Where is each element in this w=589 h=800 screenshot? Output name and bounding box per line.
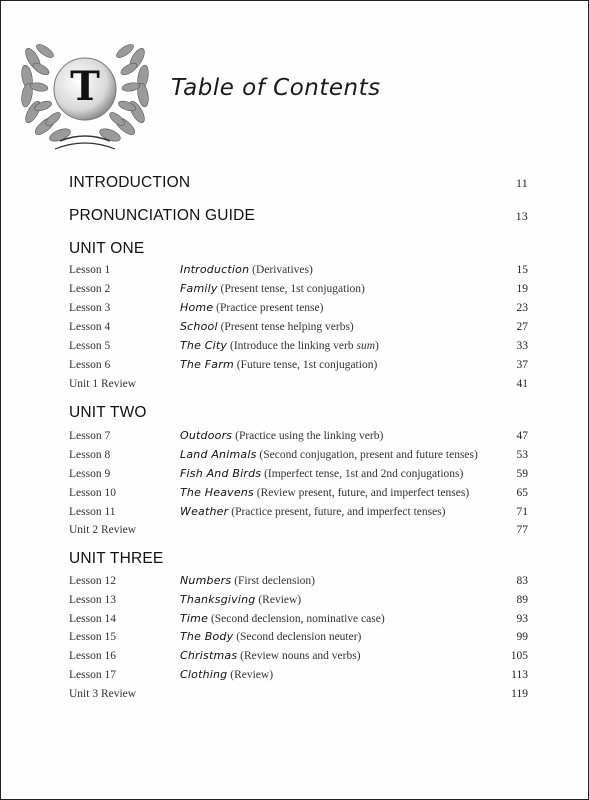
lesson-description: (Review) (255, 594, 302, 606)
lesson-topic: Outdoors (180, 429, 233, 442)
lesson-description: (Practice present, future, and imperfect tenses) (228, 506, 446, 518)
page-number: 33 (516, 340, 528, 352)
lesson-label: Lesson 10 (69, 487, 116, 499)
lesson-topic: Introduction (180, 263, 250, 276)
laurel-emblem (15, 29, 155, 159)
page-number: 105 (510, 650, 528, 662)
lesson-topic: Time (180, 612, 209, 625)
toc-row (69, 377, 528, 395)
lesson-topic: Weather (180, 505, 229, 518)
toc-row (69, 668, 528, 686)
lesson-topic: Numbers (180, 574, 232, 587)
toc-row (69, 301, 528, 319)
section-title: UNIT THREE (69, 550, 164, 567)
lesson-topic: The Body (180, 630, 234, 643)
section-unit-three (69, 550, 528, 568)
lesson-label: Lesson 2 (69, 283, 111, 295)
page-number: 19 (516, 283, 528, 295)
lesson-topic: The Farm (180, 358, 234, 371)
toc-row (69, 593, 528, 611)
page-number: 37 (516, 359, 528, 371)
lesson-topic: Land Animals (180, 448, 257, 461)
section-title: UNIT TWO (69, 404, 147, 421)
page-number: 11 (516, 176, 528, 190)
toc-row (69, 649, 528, 667)
lesson-label: Lesson 17 (69, 669, 116, 681)
page-number: 71 (516, 506, 528, 518)
lesson-description: (Second conjugation, present and future tenses) (256, 449, 478, 461)
page-title: Table of Contents (171, 75, 381, 101)
lesson-topic: The Heavens (180, 486, 254, 499)
lesson-topic: Family (180, 282, 218, 295)
lesson-description-emphasis: sum (356, 340, 375, 352)
page-number: 119 (511, 688, 528, 700)
toc-row (69, 467, 528, 485)
lesson-description: (Review present, future, and imperfect tenses) (253, 487, 470, 499)
page-number: 23 (516, 302, 528, 314)
emblem-letter: T (70, 63, 100, 110)
section-title: UNIT ONE (69, 240, 145, 257)
toc-row (69, 358, 528, 376)
toc-row (69, 486, 528, 504)
page-number: 77 (516, 524, 528, 536)
toc-row (69, 505, 528, 523)
lesson-description: (Second declension neuter) (233, 631, 362, 643)
toc-row (69, 612, 528, 630)
lesson-topic: Fish And Birds (180, 467, 262, 480)
lesson-description: (Present tense helping verbs) (217, 321, 354, 333)
page-number: 41 (516, 378, 528, 390)
lesson-label: Lesson 4 (69, 321, 111, 333)
lesson-topic: The City (180, 339, 228, 352)
lesson-description: (Introduce the linking verb (227, 340, 357, 352)
page-number: 15 (516, 264, 528, 276)
page-number: 113 (511, 669, 528, 681)
review-label: Unit 2 Review (69, 524, 137, 536)
lesson-description: (First declension) (231, 575, 316, 587)
page-number: 47 (516, 430, 528, 442)
page-number: 59 (516, 468, 528, 480)
toc-row (69, 282, 528, 300)
lesson-label: Lesson 1 (69, 264, 111, 276)
toc-row (69, 339, 528, 357)
lesson-description: (Review) (227, 669, 274, 681)
lesson-topic: Home (180, 301, 214, 314)
lesson-description: (Present tense, 1st conjugation) (217, 283, 365, 295)
lesson-description: (Second declension, nominative case) (208, 613, 385, 625)
lesson-label: Lesson 5 (69, 340, 111, 352)
lesson-topic: Clothing (180, 668, 228, 681)
page-number: 89 (516, 594, 528, 606)
lesson-label: Lesson 6 (69, 359, 111, 371)
lesson-description-end: ) (375, 340, 379, 352)
lesson-label: Lesson 16 (69, 650, 116, 662)
lesson-label: Lesson 12 (69, 575, 116, 587)
page-number: 53 (516, 449, 528, 461)
lesson-description: (Practice using the linking verb) (232, 430, 384, 442)
review-label: Unit 1 Review (69, 378, 137, 390)
page-number: 99 (516, 631, 528, 643)
section-introduction (69, 174, 528, 192)
toc-row (69, 448, 528, 466)
lesson-topic: School (180, 320, 218, 333)
lesson-description: (Imperfect tense, 1st and 2nd conjugations) (261, 468, 464, 480)
lesson-label: Lesson 11 (69, 506, 116, 518)
lesson-description: (Future tense, 1st conjugation) (233, 359, 378, 371)
lesson-description: (Derivatives) (249, 264, 313, 276)
review-label: Unit 3 Review (69, 688, 137, 700)
lesson-description: (Practice present tense) (213, 302, 324, 314)
section-pronunciation-guide (69, 207, 528, 225)
section-title: PRONUNCIATION GUIDE (69, 207, 256, 224)
lesson-label: Lesson 8 (69, 449, 111, 461)
toc-row (69, 630, 528, 648)
toc-row (69, 687, 528, 705)
toc-row (69, 523, 528, 541)
page-number: 27 (516, 321, 528, 333)
toc-row (69, 429, 528, 447)
lesson-label: Lesson 3 (69, 302, 111, 314)
lesson-label: Lesson 14 (69, 613, 116, 625)
lesson-label: Lesson 9 (69, 468, 111, 480)
toc-row (69, 263, 528, 281)
lesson-topic: Christmas (180, 649, 238, 662)
section-unit-two (69, 404, 528, 422)
lesson-label: Lesson 13 (69, 594, 116, 606)
section-title: INTRODUCTION (69, 174, 191, 191)
lesson-description: (Review nouns and verbs) (237, 650, 361, 662)
lesson-label: Lesson 7 (69, 430, 111, 442)
toc-row (69, 320, 528, 338)
lesson-topic: Thanksgiving (180, 593, 256, 606)
section-unit-one (69, 240, 528, 258)
page-number: 93 (516, 613, 528, 625)
page-number: 83 (516, 575, 528, 587)
page-number: 13 (515, 209, 528, 223)
toc-row (69, 574, 528, 592)
page-number: 65 (516, 487, 528, 499)
lesson-label: Lesson 15 (69, 631, 116, 643)
